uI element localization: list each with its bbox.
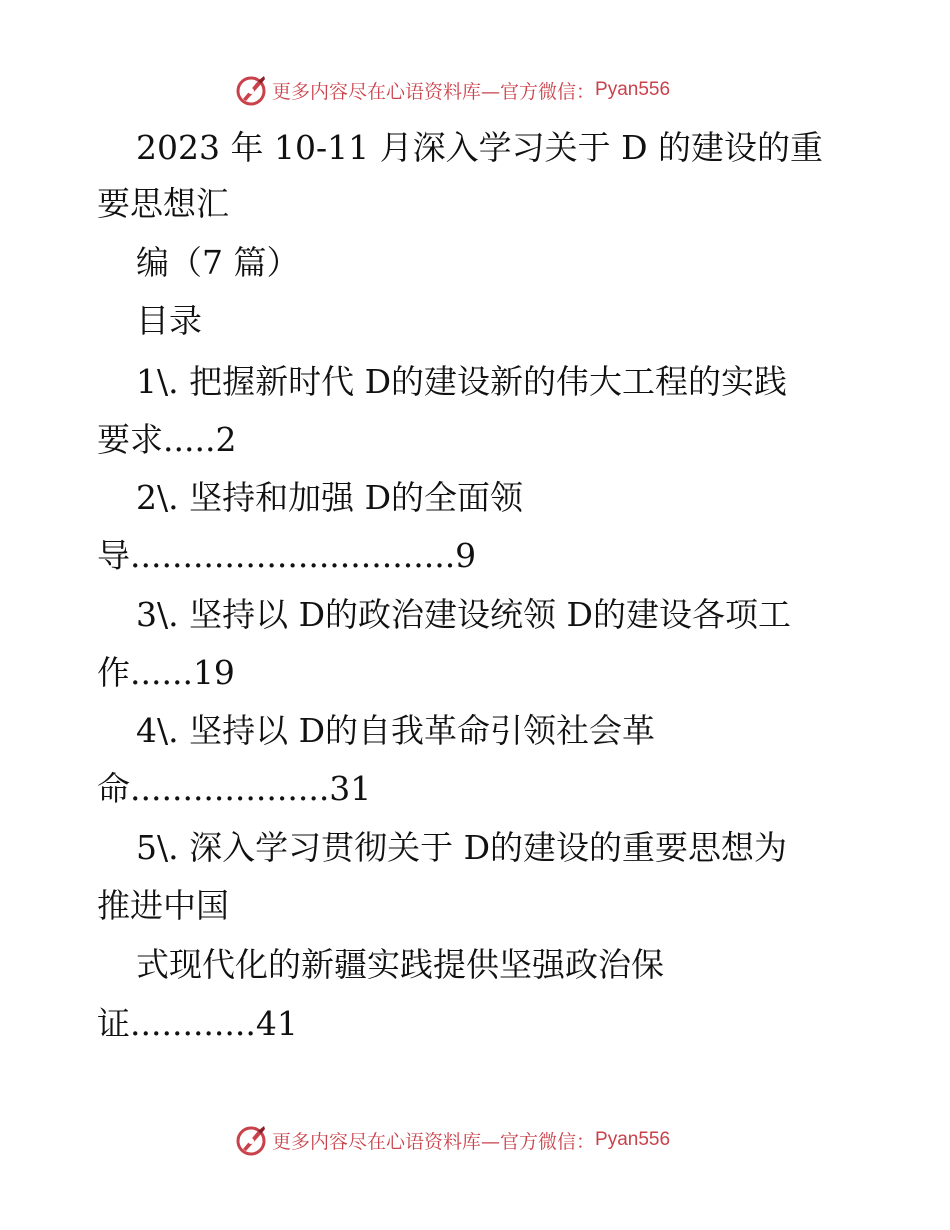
toc-item-4-line-1: 4\. 坚持以 D的自我革命引领社会革 — [136, 711, 656, 750]
document-title-line-3: 编（7 篇） — [136, 243, 300, 282]
quill-pen-logo-icon — [234, 73, 268, 107]
toc-item-5-line-4: 证............41 — [97, 1004, 298, 1043]
watermark-wechat-id: Pyan556 — [595, 1129, 671, 1150]
watermark-wechat-id: Pyan556 — [595, 79, 671, 100]
watermark-text: 更多内容尽在心语资料库—官方微信： — [272, 80, 596, 103]
document-title-line-1: 2023 年 10-11 月深入学习关于 D 的建设的重 — [136, 128, 824, 167]
toc-item-1-line-1: 1\. 把握新时代 D的建设新的伟大工程的实践 — [136, 362, 788, 401]
toc-item-2-line-1: 2\. 坚持和加强 D的全面领 — [136, 478, 524, 517]
watermark-header — [234, 72, 670, 108]
toc-heading: 目录 — [136, 301, 202, 340]
watermark-footer — [234, 1122, 670, 1158]
toc-item-3-line-1: 3\. 坚持以 D的政治建设统领 D的建设各项工 — [136, 595, 791, 634]
document-title-line-2: 要思想汇 — [97, 184, 229, 223]
toc-item-4-line-2: 命...................31 — [97, 769, 372, 808]
watermark-text: 更多内容尽在心语资料库—官方微信： — [272, 1130, 596, 1153]
toc-item-3-line-2: 作......19 — [97, 653, 235, 692]
toc-item-1-line-2: 要求.....2 — [97, 420, 237, 459]
quill-pen-logo-icon — [234, 1123, 268, 1157]
toc-item-5-line-2: 推进中国 — [97, 886, 229, 925]
toc-item-2-line-2: 导...............................9 — [97, 536, 477, 575]
toc-item-5-line-1: 5\. 深入学习贯彻关于 D的建设的重要思想为 — [136, 828, 788, 867]
toc-item-5-line-3: 式现代化的新疆实践提供坚强政治保 — [136, 945, 664, 984]
